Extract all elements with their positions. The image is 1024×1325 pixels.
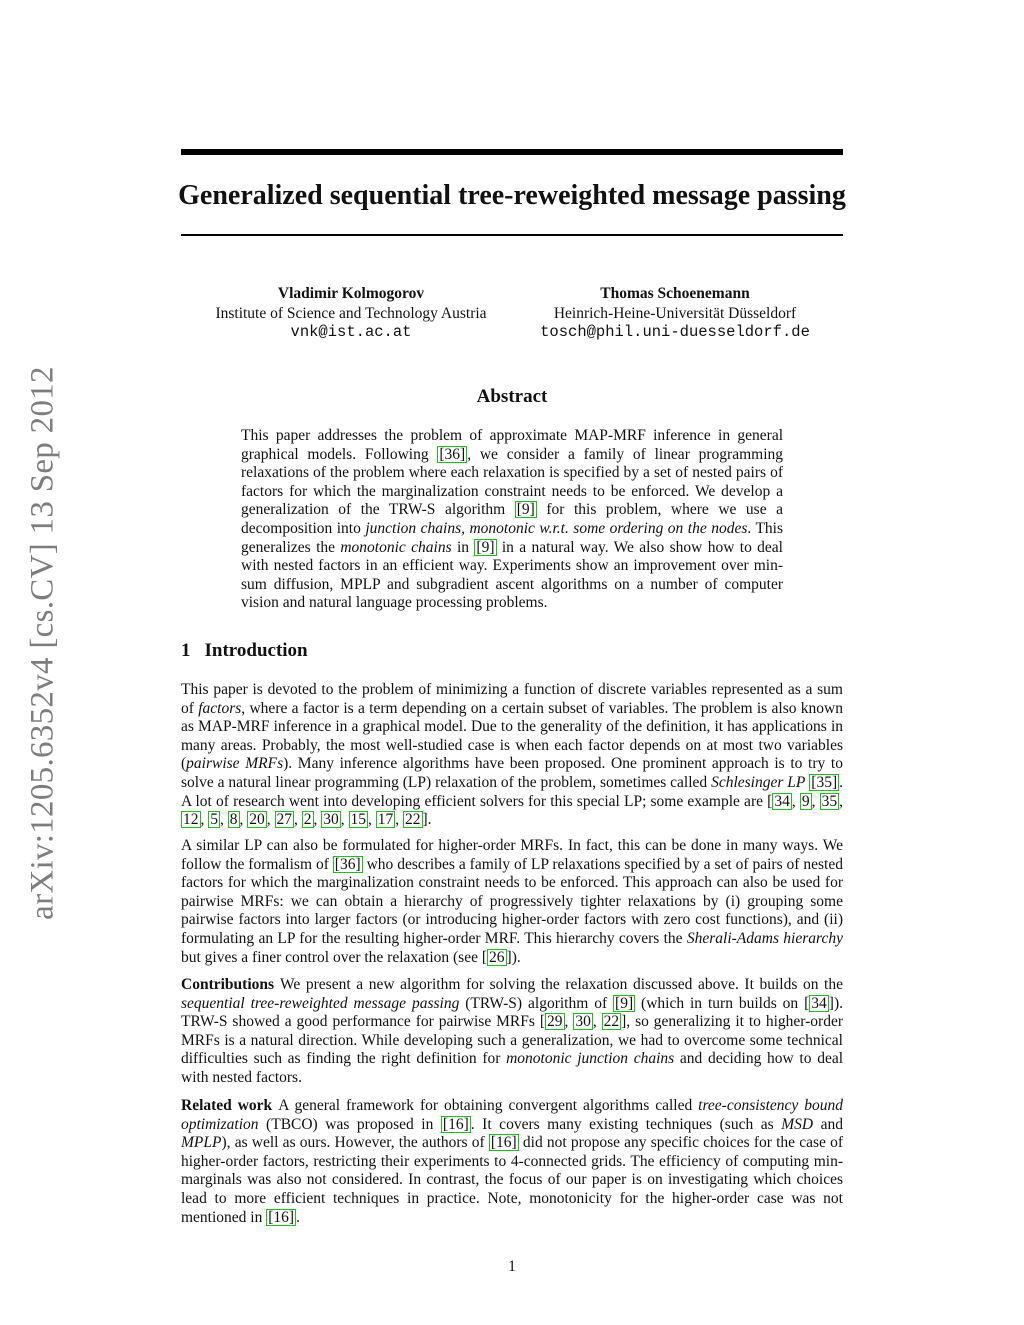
- section-heading-introduction: 1 Introduction: [181, 640, 308, 661]
- intro-paragraph: A similar LP can also be formulated for higher-order MRFs. In fact, this can be done in many ways. We follow the formalism of [36] who describes a family of LP relaxations specified by a set of pairs of nested factors for which the marginalization constraint needs to be enforced. This approach can also be used for pairwise MRFs: we can obtain a hierarchy of progressively tighter relaxations by (i) grouping some pairwise factors into larger factors (or introducing higher-order factors with zero cost functions), and (ii) formulating an LP for the resulting higher-order MRF. This hierarchy covers the Sherali-Adams hierarchy but gives a finer control over the relaxation (see [ 26 ]).: [181, 837, 843, 966]
- citation-link[interactable]: [16]: [268, 1208, 295, 1226]
- citation-link[interactable]: 17: [377, 811, 394, 829]
- citation-link[interactable]: 26: [489, 948, 505, 966]
- author-affiliation: Institute of Science and Technology Austria: [215, 304, 487, 322]
- author-email[interactable]: tosch@phil.uni-duesseldorf.de: [540, 323, 810, 341]
- contributions-paragraph: Contributions We present a new algorithm for solving the relaxation discussed above. It builds on the sequential tree-reweighted message passing (TRW-S) algorithm of [9] (which in turn builds on [ 34 ]). TRW-S showed a good performance for pairwise MRFs [ 29 , 30 , 22 ], so generalizing it to higher-order MRFs is a natural direction. While developing such a generalization, we had to overcome some technical difficulties such as finding the right definition for monotonic junction chains and deciding how to deal with nested factors.: [181, 976, 844, 1086]
- citation-link[interactable]: [36]: [334, 855, 361, 873]
- citation-link[interactable]: 15: [350, 811, 366, 829]
- citation-link[interactable]: [9]: [615, 994, 634, 1012]
- citation-link[interactable]: 9: [801, 792, 810, 810]
- citation-link[interactable]: [16]: [442, 1115, 469, 1133]
- title-bottom-rule: [181, 234, 843, 236]
- citation-link[interactable]: 35: [821, 792, 838, 810]
- citation-link[interactable]: 34: [811, 994, 827, 1012]
- arxiv-stamp: arXiv:1205.6352v4 [cs.CV] 13 Sep 2012: [24, 366, 61, 920]
- citation-link[interactable]: [36]: [439, 445, 466, 463]
- citation-link[interactable]: 20: [249, 811, 265, 829]
- author-email[interactable]: vnk@ist.ac.at: [290, 323, 412, 341]
- citation-link[interactable]: [35]: [811, 773, 838, 791]
- citation-link[interactable]: 12: [183, 811, 199, 829]
- citation-link[interactable]: [16]: [490, 1134, 517, 1152]
- citation-link[interactable]: 22: [405, 811, 421, 829]
- citation-link[interactable]: 8: [229, 811, 238, 829]
- citation-link[interactable]: [9]: [476, 538, 495, 556]
- author-affiliation: Heinrich-Heine-Universität Düsseldorf: [553, 304, 797, 322]
- citation-link[interactable]: 5: [210, 811, 218, 829]
- citation-link[interactable]: 2: [303, 811, 312, 829]
- author-name: Thomas Schoenemann: [600, 285, 750, 302]
- citation-link[interactable]: 27: [276, 811, 292, 829]
- citation-list: 34 , 9 , 35 , 12 , 5 , 8 , 20 , 27 , 2 , 30 , 15 , 17 , 22: [183, 792, 843, 829]
- citation-link[interactable]: 30: [323, 811, 339, 829]
- citation-link[interactable]: 30: [575, 1013, 591, 1031]
- citation-list: 29 , 30 , 22: [547, 1013, 620, 1031]
- title-top-rule: [181, 149, 843, 155]
- author-block: [485, 284, 865, 343]
- citation-link[interactable]: 22: [603, 1013, 620, 1031]
- author-name: Vladimir Kolmogorov: [277, 285, 425, 302]
- citation-link[interactable]: 34: [774, 792, 790, 810]
- paper-title: Generalized sequential tree-reweighted message passing: [178, 180, 846, 211]
- author-block: [161, 284, 541, 343]
- run-in-heading: Related work: [181, 1097, 273, 1114]
- related-work-paragraph: Related work A general framework for obtaining convergent algorithms called tree-consistency bound optimization (TBCO) was proposed in [16] . It covers many existing techniques (such as MSD and MPLP), as well as ours. However, the authors of [16] did not propose any specific choices for the case of higher-order factors, restricting their experiments to 4-connected grids. The efficiency of computing min-marginals was also not considered. In contrast, the focus of our paper is on investigating which choices lead to more efficient techniques in practice. Note, monotonicity for the higher-order case was not mentioned in [16] .: [181, 1097, 843, 1226]
- citation-link[interactable]: [9]: [516, 501, 535, 519]
- abstract-heading: Abstract: [476, 386, 548, 407]
- page-number: 1: [508, 1258, 516, 1275]
- run-in-heading: Contributions: [181, 976, 275, 993]
- citation-link[interactable]: 29: [547, 1013, 563, 1031]
- intro-paragraph: This paper is devoted to the problem of minimizing a function of discrete variables represented as a sum of factors, where a factor is a term depending on a certain subset of variables. The problem is also known as MAP-MRF inference in a graphical model. Due to the generality of the definition, it has applications in many areas. Probably, the most well-studied case is when each factor depends on at most two variables (pairwise MRFs). Many inference algorithms have been proposed. One prominent approach is to try to solve a natural linear programming (LP) relaxation of the problem, sometimes called Schlesinger LP [35] . A lot of research went into developing efficient solvers for this special LP; some example are [ 34 , 9 , 35 , 12 , 5 , 8 , 20 , 27 , 2 , 30 , 15 , 17 , 22 ].: [181, 681, 844, 829]
- abstract-body: This paper addresses the problem of approximate MAP-MRF inference in general graphical models. Following [36] , we consider a family of linear programming relaxations of the problem where each relaxation is specified by a set of nested pairs of factors for which the marginalization constraint needs to be enforced. We develop a generalization of the TRW-S algorithm [9] for this problem, where we use a decomposition into junction chains, monotonic w.r.t. some ordering on the nodes. This generalizes the monotonic chains in [9] in a natural way. We also show how to deal with nested factors in an efficient way. Experiments show an improvement over min-sum diffusion, MPLP and subgradient ascent algorithms on a number of computer vision and natural language processing problems.: [241, 427, 784, 612]
